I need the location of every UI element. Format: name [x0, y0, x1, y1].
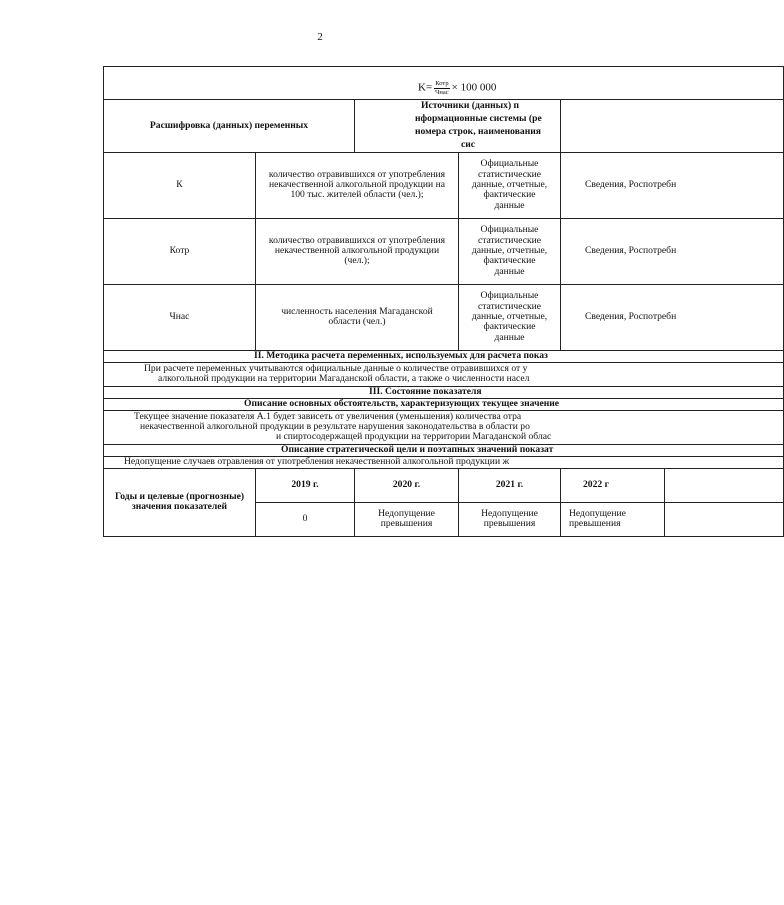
variables-header: Расшифровка (данных) переменных	[104, 100, 355, 153]
section2-title-row	[104, 350, 784, 362]
section2-title: II. Методика расчета переменных, используемых для расчета показ	[104, 350, 784, 362]
source-organization: Сведения, Роспотребн	[561, 152, 784, 218]
variable-row	[104, 284, 784, 350]
section2-text-row	[104, 362, 784, 386]
year-header: 2022 г	[561, 468, 665, 502]
source-type: Официальные статистические данные, отчетные, фактические данные	[459, 152, 561, 218]
variable-row	[104, 218, 784, 284]
section3-text-row	[104, 410, 784, 444]
goal-text: Недопущение случаев отравления от употребления некачественной алкогольной продукции ж	[104, 456, 784, 468]
year-header: 2020 г.	[355, 468, 459, 502]
formula: K= $\frac{\text{Котр}}{\text{Чнас}}$ × 100 000	[104, 78, 784, 100]
years-row	[104, 468, 784, 502]
variable-row	[104, 152, 784, 218]
section3-subtitle: Описание основных обстоятельств, характеризующих текущее значение	[104, 398, 784, 410]
source-type: Официальные статистические данные, отчетные, фактические данные	[459, 218, 561, 284]
page-number: 2	[317, 31, 323, 43]
year-header: 2019 г.	[256, 468, 355, 502]
section3-subtitle-row	[104, 398, 784, 410]
variable-symbol: Чнас	[104, 284, 256, 350]
goal-text-row	[104, 456, 784, 468]
source-organization: Сведения, Роспотребн	[561, 284, 784, 350]
variable-symbol: К	[104, 152, 256, 218]
indicator-table-frame	[103, 66, 677, 530]
section3-text: Текущее значение показателя А.1 будет зависеть от увеличения (уменьшения) количества отра некачественной алкогольной продукции в результате нарушения законодательства в области ро и спиртосодержащей продукции на территории Магаданской облас	[104, 410, 784, 444]
source-organization: Сведения, Роспотребн	[561, 218, 784, 284]
formula-fraction: $\frac{\text{Котр}}{\text{Чнас}}$	[435, 80, 449, 96]
year-target-value: 0	[256, 502, 355, 536]
variable-symbol: Котр	[104, 218, 256, 284]
variable-description: численность населения Магаданской области (чел.)	[256, 284, 459, 350]
section2-text: При расчете переменных учитываются официальные данные о количестве отравившихся от у алкогольной продукции на территории Магаданской области, а также о численности насел	[104, 362, 784, 386]
variable-description: количество отравившихся от употребления некачественной алкогольной продукции (чел.);	[256, 218, 459, 284]
source-type: Официальные статистические данные, отчетные, фактические данные	[459, 284, 561, 350]
goal-title: Описание стратегической цели и поэтапных значений показат	[104, 444, 784, 456]
section3-title-row	[104, 386, 784, 398]
variable-description: количество отравившихся от употребления некачественной алкогольной продукции на 100 тыс. жителей области (чел.);	[256, 152, 459, 218]
header-row	[104, 100, 784, 153]
year-target-value: Недопущение превышения	[459, 502, 561, 536]
years-row-label: Годы и целевые (прогнозные) значения показателей	[104, 468, 256, 536]
table-top-spacer-row	[104, 67, 784, 78]
indicator-table	[103, 66, 784, 537]
sources-header: Источники (данных) п нформационные системы (ре номера строк, наименования сис	[355, 100, 561, 153]
year-target-value: Недопущение превышения	[355, 502, 459, 536]
formula-row	[104, 78, 784, 100]
year-header: 2021 г.	[459, 468, 561, 502]
year-target-value: Недопущение превышения	[561, 502, 665, 536]
section3-title: III. Состояние показателя	[104, 386, 784, 398]
goal-title-row	[104, 444, 784, 456]
